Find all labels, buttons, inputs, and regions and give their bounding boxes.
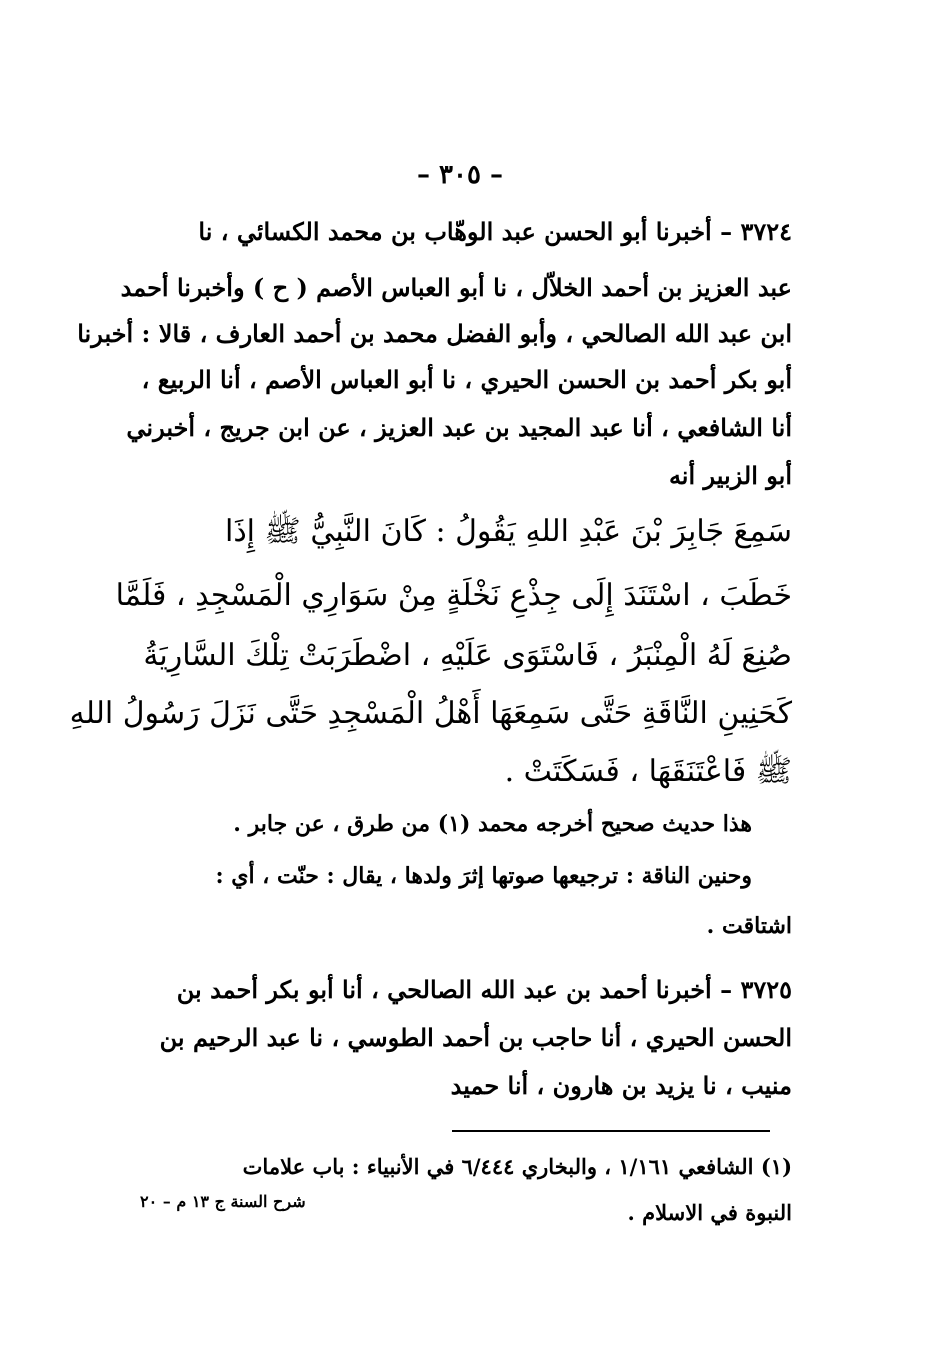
commentary-line: هذا حديث صحيح أخرجه محمد (١) من طرق ، عن جابر . bbox=[233, 811, 752, 837]
hadith-text-line: كَحَنِينِ النَّاقَةِ حَتَّى سَمِعَهَا أَهْلُ الْمَسْجِدِ حَتَّى نَزَلَ رَسُولُ اللهِ bbox=[69, 696, 792, 731]
narration-3724-line: أبو بكر أحمد بن الحسن الحيري ، نا أبو العباس الأصم ، أنا الربيع ، bbox=[141, 365, 792, 394]
footnote-line: النبوة في الاسلام . bbox=[627, 1200, 792, 1225]
narration-3724-line: عبد العزيز بن أحمد الخلاّل ، نا أبو العباس الأصم ( ح ) وأخبرنا أحمد bbox=[120, 273, 792, 302]
printer-signature: شرح السنة ج ١٣ م – ٢٠ bbox=[140, 1192, 306, 1211]
hadith-text-line: خَطَبَ ، اسْتَنَدَ إِلَى جِذْعِ نَخْلَةٍ مِنْ سَوَارِي الْمَسْجِدِ ، فَلَمَّا bbox=[115, 578, 792, 613]
narration-3725-line: منيب ، نا يزيد بن هارون ، أنا حميد bbox=[450, 1071, 792, 1100]
page-number: – ٣٠٥ – bbox=[416, 160, 504, 190]
footnote-line: (١) الشافعي ١/١٦١ ، والبخاري ٦/٤٤٤ في الأنبياء : باب علامات bbox=[242, 1154, 792, 1179]
narration-3724-line: ٣٧٢٤ – أخبرنا أبو الحسن عبد الوهّاب بن محمد الكسائي ، نا bbox=[198, 217, 792, 246]
hadith-text-line: سَمِعَ جَابِرَ بْنَ عَبْدِ اللهِ يَقُولُ : كَانَ النَّبِيُّ ﷺ إِذَا bbox=[224, 514, 792, 549]
narration-3724-line: أنا الشافعي ، أنا عبد المجيد بن عبد العزيز ، عن ابن جريج ، أخبرني bbox=[126, 413, 792, 442]
narration-3725-line: ٣٧٢٥ – أخبرنا أحمد بن عبد الله الصالحي ، أنا أبو بكر أحمد بن bbox=[176, 975, 792, 1004]
hadith-text-line: ﷺ فَاعْتَنَقَهَا ، فَسَكَتَتْ . bbox=[504, 754, 792, 789]
narration-3725-line: الحسن الحيري ، أنا حاجب بن أحمد الطوسي ، نا عبد الرحيم بن bbox=[159, 1023, 792, 1052]
commentary-line: وحنين الناقة : ترجيعها صوتها إثرَ ولدها ، يقال : حنّت ، أي : bbox=[215, 863, 752, 889]
narration-3724-line: ابن عبد الله الصالحي ، وأبو الفضل محمد بن أحمد العارف ، قالا : أخبرنا bbox=[77, 319, 792, 348]
commentary-line: اشتاقت . bbox=[706, 913, 792, 939]
narration-3724-line: أبو الزبير أنه bbox=[668, 461, 792, 490]
hadith-text-line: صُنِعَ لَهُ الْمِنْبَرُ ، فَاسْتَوَى عَلَيْهِ ، اضْطَرَبَتْ تِلْكَ السَّارِيَةُ bbox=[143, 638, 792, 673]
footnote-divider bbox=[452, 1130, 770, 1132]
